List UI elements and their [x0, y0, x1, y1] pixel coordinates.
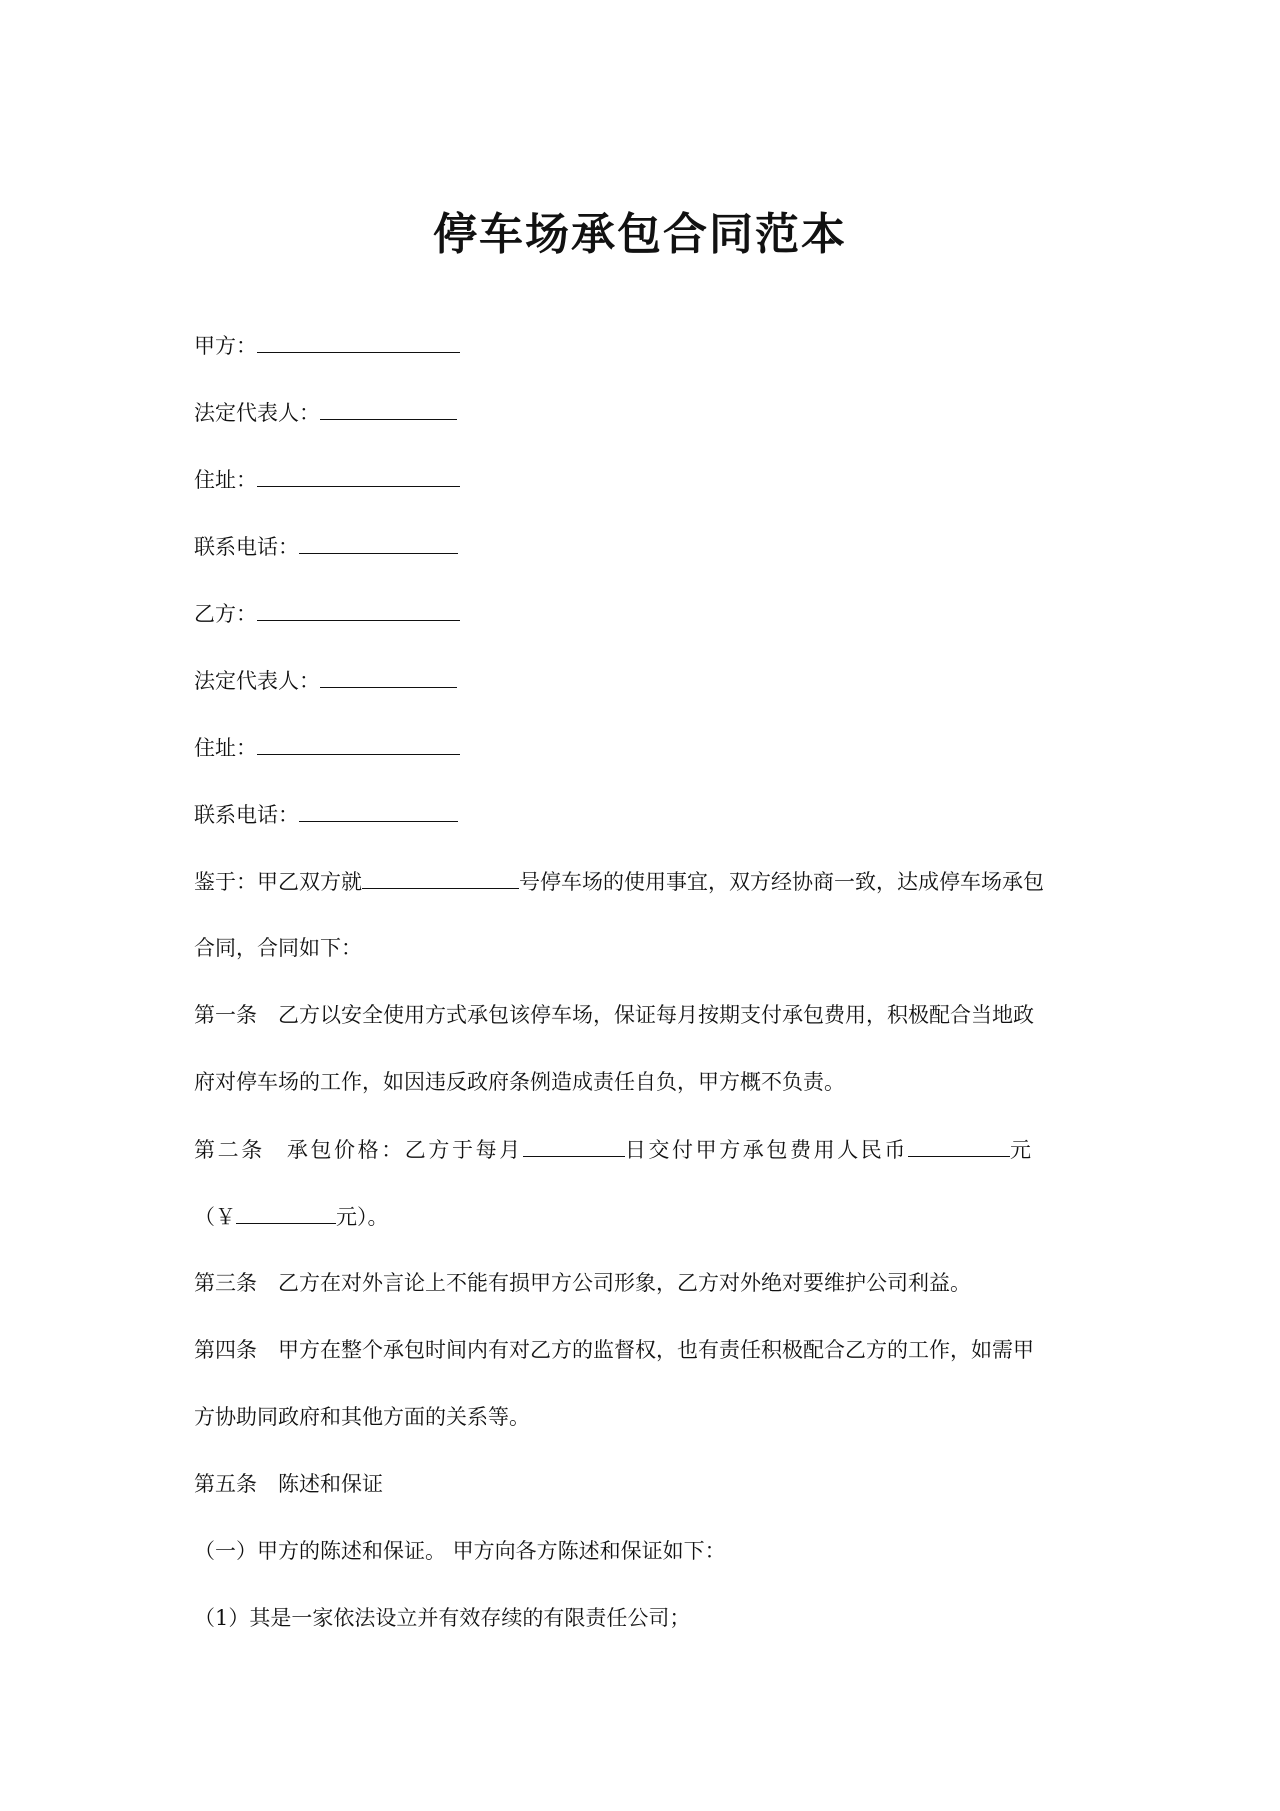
article-2-text-1: 承包价格：乙方于每月 — [286, 1138, 523, 1162]
party-b-line — [194, 598, 460, 629]
parking-number-blank[interactable] — [362, 866, 519, 889]
party-a-phone-blank[interactable] — [299, 531, 458, 554]
party-a-rep-blank[interactable] — [320, 397, 457, 420]
party-a-phone-label: 联系电话： — [194, 535, 299, 559]
party-b-phone-label: 联系电话： — [194, 803, 299, 827]
intro-line-1 — [194, 866, 1044, 897]
party-b-label: 乙方： — [194, 602, 257, 626]
party-b-addr-line — [194, 732, 460, 763]
party-b-addr-blank[interactable] — [257, 732, 460, 755]
party-a-addr-label: 住址： — [194, 468, 257, 492]
party-a-addr-line — [194, 464, 460, 495]
party-b-rep-line — [194, 665, 457, 696]
article-1-line-1: 第一条 乙方以安全使用方式承包该停车场，保证每月按期支付承包费用，积极配合当地政 — [194, 1003, 1034, 1027]
fee-amount-number-blank[interactable] — [236, 1201, 336, 1224]
party-b-rep-blank[interactable] — [320, 665, 457, 688]
party-a-phone-line — [194, 531, 458, 562]
article-5-item-1: （1）其是一家依法设立并有效存续的有限责任公司； — [194, 1606, 691, 1630]
party-b-phone-blank[interactable] — [299, 799, 458, 822]
intro-text-1: 鉴于：甲乙双方就 — [194, 870, 362, 894]
party-a-label: 甲方： — [194, 334, 257, 358]
article-4-line-2: 方协助同政府和其他方面的关系等。 — [194, 1405, 530, 1429]
party-a-rep-line — [194, 397, 457, 428]
article-5-line-1: 第五条 陈述和保证 — [194, 1472, 383, 1496]
intro-text-2: 号停车场的使用事宜，双方经协商一致，达成停车场承包 — [519, 870, 1044, 894]
party-a-rep-label: 法定代表人： — [194, 401, 320, 425]
fee-amount-words-blank[interactable] — [908, 1134, 1010, 1157]
article-2-line-2 — [194, 1201, 389, 1232]
article-3-line-1: 第三条 乙方在对外言论上不能有损甲方公司形象，乙方对外绝对要维护公司利益。 — [194, 1271, 971, 1295]
article-2-line-1 — [194, 1134, 1034, 1165]
document-title: 停车场承包合同范本 — [433, 209, 847, 260]
article-2-text-2: 日交付甲方承包费用人民币 — [624, 1138, 909, 1162]
intro-line-2: 合同，合同如下： — [194, 936, 362, 960]
article-4-line-1: 第四条 甲方在整个承包时间内有对乙方的监督权，也有责任积极配合乙方的工作，如需甲 — [194, 1338, 1034, 1362]
party-b-addr-label: 住址： — [194, 736, 257, 760]
party-a-line — [194, 330, 460, 361]
article-2-text-3: 元 — [1010, 1138, 1034, 1162]
party-a-blank[interactable] — [257, 330, 460, 353]
party-a-addr-blank[interactable] — [257, 464, 460, 487]
article-2-heading: 第二条 — [194, 1138, 265, 1162]
article-1-line-2: 府对停车场的工作，如因违反政府条例造成责任自负，甲方概不负责。 — [194, 1070, 845, 1094]
article-2-text-5: 元）。 — [336, 1205, 389, 1229]
article-2-text-4: （￥ — [194, 1205, 236, 1229]
party-b-phone-line — [194, 799, 458, 830]
payment-day-blank[interactable] — [523, 1134, 625, 1157]
party-b-rep-label: 法定代表人： — [194, 669, 320, 693]
article-5-subsection-1: （一）甲方的陈述和保证。 甲方向各方陈述和保证如下： — [194, 1539, 726, 1563]
party-b-blank[interactable] — [257, 598, 460, 621]
